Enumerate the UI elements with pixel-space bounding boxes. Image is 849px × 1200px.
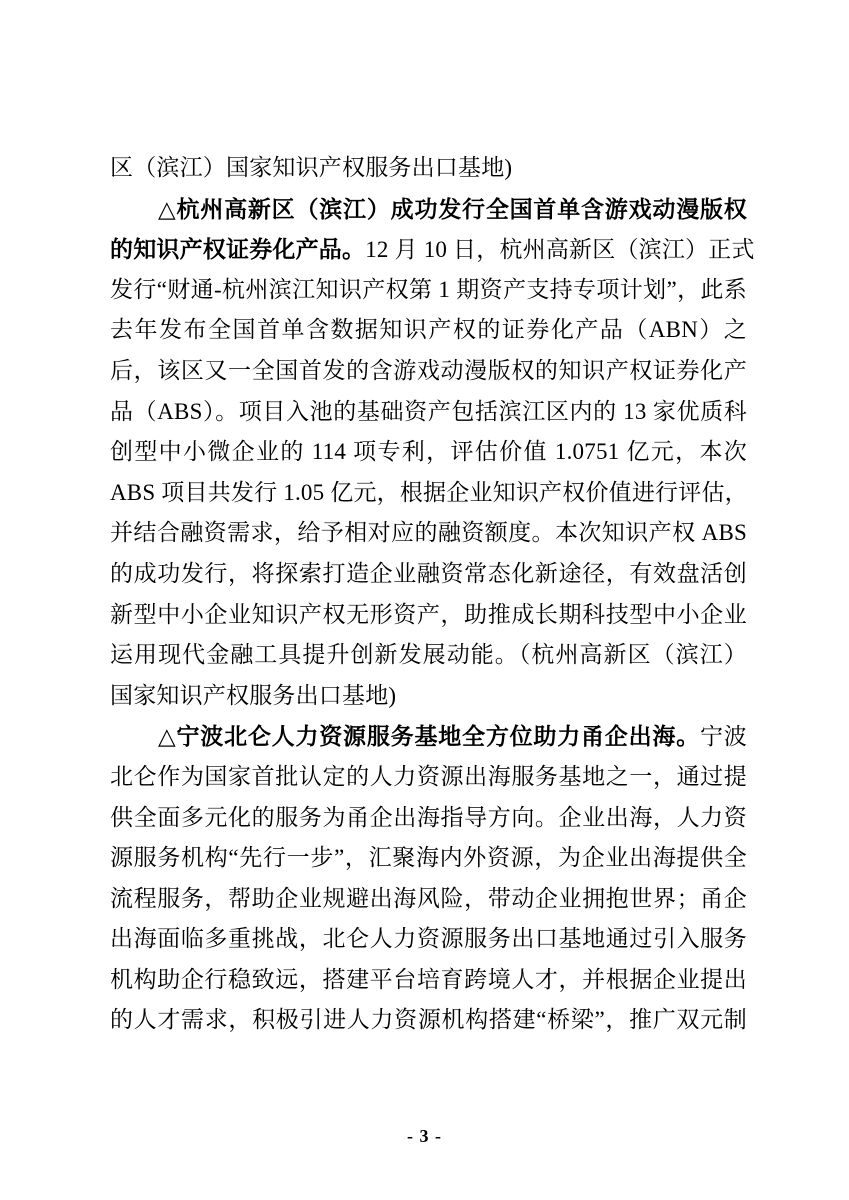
text-line <box>110 716 747 757</box>
text-line <box>110 270 747 311</box>
text-run: 宁波 <box>700 724 747 750</box>
page-footer <box>0 1126 849 1147</box>
text-line <box>110 635 747 676</box>
text-line <box>110 229 755 270</box>
text-line <box>110 595 747 636</box>
text-line <box>110 432 747 473</box>
text-line <box>110 676 747 717</box>
text-run: 的成功发行，将探索打造企业融资常态化新途径，有效盘活创 <box>110 560 747 586</box>
text-run: 创型中小微企业的 114 项专利，评估价值 1.0751 亿元，本次 <box>110 439 747 465</box>
text-run: 新型中小企业知识产权无形资产，助推成长期科技型中小企业 <box>110 601 747 627</box>
text-run: 品（ABS）。项目入池的基础资产包括滨江区内的 13 家优质科 <box>110 398 747 424</box>
text-line <box>110 757 747 798</box>
text-line <box>110 310 747 351</box>
page-number: - 3 - <box>407 1126 442 1146</box>
text-run: 流程服务，帮助企业规避出海风险，带动企业拥抱世界；甬企 <box>110 885 747 911</box>
bold-run: △杭州高新区（滨江）成功发行全国首单含游戏动漫版权 <box>158 195 747 222</box>
text-line <box>110 351 747 392</box>
bold-run: 的知识产权证券化产品。 <box>110 236 366 263</box>
text-run: 供全面多元化的服务为甬企出海指导方向。企业出海，人力资 <box>110 804 747 830</box>
text-line <box>110 798 747 839</box>
text-run: 国家知识产权服务出口基地) <box>110 682 397 708</box>
text-line <box>110 148 747 189</box>
text-line <box>110 473 747 514</box>
text-line <box>110 960 747 1001</box>
text-run: 区（滨江）国家知识产权服务出口基地) <box>110 155 513 180</box>
text-run: 北仑作为国家首批认定的人力资源出海服务基地之一，通过提 <box>110 763 747 789</box>
text-line <box>110 1000 747 1041</box>
text-run: 源服务机构“先行一步”，汇聚海内外资源，为企业出海提供全 <box>110 845 747 871</box>
text-line <box>110 189 747 230</box>
text-line <box>110 838 747 879</box>
text-run: 并结合融资需求，给予相对应的融资额度。本次知识产权 ABS <box>110 520 747 546</box>
text-run: 出海面临多重挑战，北仑人力资源服务出口基地通过引入服务 <box>110 926 747 952</box>
text-run: 去年发布全国首单含数据知识产权的证券化产品（ABN）之 <box>110 317 747 343</box>
bold-run: △宁波北仑人力资源服务基地全方位助力甬企出海。 <box>158 723 700 750</box>
document-body <box>110 148 755 1041</box>
text-line <box>110 554 747 595</box>
text-run: 的人才需求，积极引进人力资源机构搭建“桥梁”，推广双元制 <box>110 1007 747 1033</box>
text-run: 运用现代金融工具提升创新发展动能。（杭州高新区（滨江） <box>110 642 747 668</box>
text-run: ABS 项目共发行 1.05 亿元，根据企业知识产权价值进行评估， <box>110 479 748 505</box>
text-line <box>110 919 747 960</box>
text-line <box>110 513 747 554</box>
text-run: 发行“财通-杭州滨江知识产权第 1 期资产支持专项计划”，此系 <box>110 276 747 302</box>
text-line <box>110 879 747 920</box>
text-run: 12 月 10 日，杭州高新区（滨江）正式 <box>365 237 755 263</box>
text-run: 后，该区又一全国首发的含游戏动漫版权的知识产权证券化产 <box>110 357 747 383</box>
text-line <box>110 392 747 433</box>
text-run: 机构助企行稳致远，搭建平台培育跨境人才，并根据企业提出 <box>110 966 747 992</box>
